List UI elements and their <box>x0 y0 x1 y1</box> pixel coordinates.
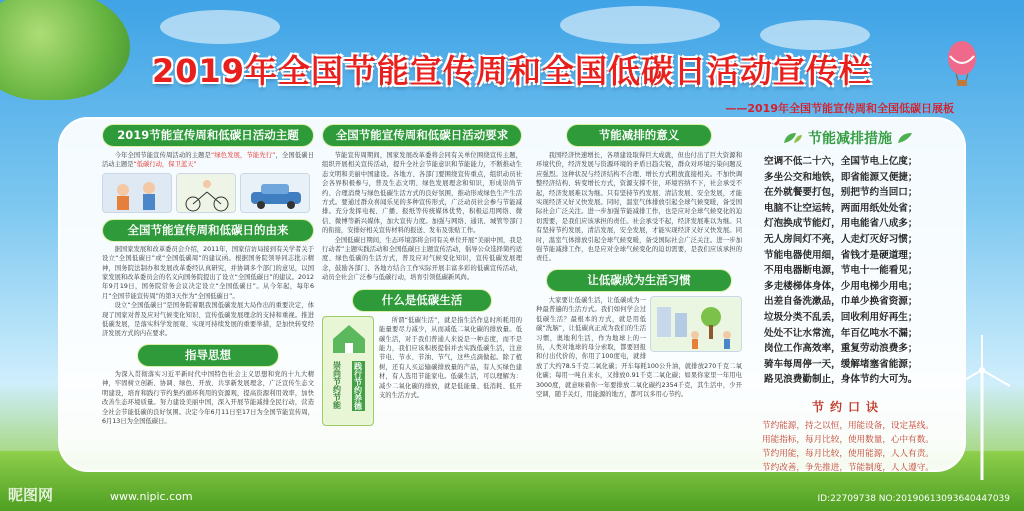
origin-text-1: 据国家发展和改革委员会介绍，2011年，国家信访局接到有关学者关于设立“全国低碳日”或“全国低碳周”的建议函。根据国务院领导同志批示精神，国务院法制办和发展改革委经认真研究，并协调多个部门的意见，以国家发展和改革委员会的名义向国务院提出了设立“全国低碳日”的建议。2012年9月19日，国务院常务会议决定设立“全国低碳日”。从今年起，每年6月“全国节能宣传周”的第3天作为“全国低碳日”。 <box>102 245 314 300</box>
measure-item: 灯泡换成节能灯，用电能省八成多； <box>764 218 918 230</box>
significance-text: 我国经济快速增长，各项建设取得巨大成就，但也付出了巨大资源和环境代价，经济发展与资源环境的矛盾日趋尖锐，群众对环境污染问题反应强烈。这种状况与经济结构不合理、增长方式粗放直接相关。不加快调整经济结构、转变增长方式，资源支撑不住，环境容纳不下，社会承受不起，经济发展难以为继。只有坚持节约发展、清洁发展、安全发展，才能实现经济又好又快发展。同时，温室气体排放引起全球气候变暖，备受国际社会广泛关注。进一步加强节能减排工作，也是应对全球气候变化的迫切需要，是我们应该承担的责任。社会承受不起，经济发展难以为继。只有坚持节约发展，清洁发展，安全发展，才能实现经济又好又快发展。同时，温室气体排放引起全球气候变暖，备受国际社会广泛关注。进一步加强节能减排工作，也是应对全球气候变化的迫切需要，是我们应该承担的责任。 <box>536 152 742 263</box>
theme-highlight-a: “绿色发展，节能先行” <box>210 152 276 159</box>
house-leaf-icon <box>323 317 375 357</box>
slogan-item: 用能指标，每月比较，使用数量，心中有数。 <box>762 434 934 445</box>
requirements-text-1: 节能宣传周期间，国家发展改革委将会同有关单位围绕宣传主题，组织开展相关宣传活动，提升全社会节能意识和节能能力，不断推动生态文明和美丽中国建设。各地方、各部门要围绕宣传重点，组织动员社会各界积极参与，普及生态文明、绿色发展理念和知识，形成崇尚节约、合理消费与绿色低碳生活方式的良好氛围，推动形成绿色生产生活方式。要通过群众喜闻乐见的多种宣传形式，广泛动员社会参与节能减排。充分发挥电视、广播、报纸等传统媒体优势，积极运用网络、微信、微博等新兴媒体，加大宣传力度。加强与网络、通讯、城管等部门的衔接，安排好相关宣传材料的报送、发布及张贴工作。 <box>322 152 522 235</box>
leaf-icon <box>782 131 804 145</box>
habit-section <box>536 296 742 399</box>
slogan-list <box>760 419 936 475</box>
page-title: 2019年全国节能宣传周和全国低碳日活动宣传栏 <box>151 52 873 90</box>
measure-item: 路见浪费勤制止，身体节约大可为。 <box>764 374 918 386</box>
theme-text-a: 今年全国节能宣传周活动的主题是 <box>114 152 211 159</box>
guide-text: 为深入贯彻落实习近平新时代中国特色社会主义思想和党的十九大精神，牢固树立创新、协调、绿色、开放、共享新发展理念，广泛宣传生态文明建设，培育和践行节约集约循环利用的资源观，提高资源利用效率，加快改善生态环境质量。努力建设美丽中国，深入开展节能减排全民行动，营造全社会节能低碳的良好氛围。决定今年6月11日至17日为全国节能宣传周，6月13日为全国低碳日。 <box>102 370 314 425</box>
habit-heading: 让低碳成为生活习惯 <box>546 269 732 292</box>
measure-item: 多走楼梯体身体，少用电梯少用电； <box>764 280 918 292</box>
measure-item: 在外就餐要打包，别把节约当回口； <box>764 187 918 199</box>
energy-saving-poster <box>322 316 374 426</box>
measure-item: 不用电器断电源，节电十一能看见； <box>764 265 918 277</box>
measure-item: 多坐公交和地铁，即省能源又便捷； <box>764 171 918 183</box>
watermark-id: ID:22709738 NO:20190613093640447039 <box>817 494 1010 504</box>
theme-heading: 2019节能宣传周和低碳日活动主题 <box>102 124 314 147</box>
illustration-car-image <box>240 173 310 213</box>
column-3 <box>536 124 742 399</box>
theme-text-b: ，全国低碳日活动主题是 <box>102 152 315 169</box>
theme-highlight-b: “低碳行动，保卫蓝天” <box>133 161 197 169</box>
requirements-heading: 全国节能宣传周和低碳日活动要求 <box>322 124 522 147</box>
measure-item: 电脑不让空运转，两面用纸处处省； <box>764 202 918 214</box>
measure-item: 垃圾分类不乱丢，回收利用好再生； <box>764 311 918 323</box>
habit-text: 大家要让低碳生活，让低碳成为一种最普遍的生活方式。我们如何学会过低碳生活？最根本的方式，就是用低碳“洗脑”，让低碳真正成为我们的生活习惯，奥地利生活，作为地球上的一员，人类对地球的母分索取，都要回报和付出代价的，你用了100度电，就排放了大约78.5千克二氧化碳；开车每耗100公升油，就排放270千克二氧化碳；每用一吨自来水，又排放0.91千克二氧化碳；如果你家里一年用电3000度，就意味着你一年要排放二氧化碳约2354千克，其生活中，少开空调，随手关灯，用能源的地方，都可以多用心节约。 <box>536 296 742 398</box>
column-1 <box>102 124 314 426</box>
page-subtitle: ——2019年全国节能宣传周和全国低碳日展板 <box>725 102 954 115</box>
origin-text-2: 设立“全国低碳日”是国务院着眼我国低碳发展大局作出的重要决定，体现了国家对普及应对气候变化知识、宣传低碳发展理念的支持和重视。推进低碳发展，是落实科学发展观、实现可持续发展的重要举措，是加快转变经济发展方式的内在要求。 <box>102 302 314 338</box>
low-carbon-life-heading: 什么是低碳生活 <box>352 289 492 312</box>
measures-title: 节能减排措施 <box>808 131 892 147</box>
illustration-park-image <box>650 296 742 352</box>
measures-list <box>760 154 936 388</box>
poster-text-1: 崇尚节约节能 <box>332 360 342 409</box>
requirements-text-2: 全国低碳日期间，生态环境部将会同有关单位开展“美丽中国，我是行动者”主题实践活动和全国低碳日主题宣传活动，倡导公众选择简约适度、绿色低碳的生活方式，普及应对气候变化知识，宣传低碳发展理念，鼓励各部门、各地方结合工作实际开展丰富多彩的低碳宣传活动，动员全社会广泛参与低碳行动，培育引领低碳新风尚。 <box>322 236 522 282</box>
watermark-logo: 昵图网 <box>8 486 54 504</box>
column-4 <box>760 128 936 475</box>
low-carbon-life-text: 所谓“低碳生活”，就是指生活作息时所耗用的能量要尽力减少，从而减低二氧化碳的排放量。低碳生活，对于我们普通人来说是一种态度，而不是能力，我们应该积极提倡并去实践低碳生活，注意节电、节水、节油、节气，这些点滴做起。除了植树，还有人买运输碳排放量的产品，有人买绿色建材，有人选用节能家电。低碳生活，可以理解为：减少二氧化碳的排放，就是低能量、低消耗、低开支的生活方式。 <box>379 316 522 399</box>
guide-heading: 指导思想 <box>137 344 279 367</box>
measure-item: 空调不低二十六，全国节电上亿度； <box>764 156 918 167</box>
poster-text-2: 践行节约养德 <box>353 361 363 410</box>
watermark-url: www.nipic.com <box>110 490 193 503</box>
slogan-title: 节约口诀 <box>811 399 884 414</box>
measure-item: 骑车每周停一天，缓解堵塞省能源； <box>764 358 918 370</box>
illustration-cycling-image <box>176 173 236 213</box>
slogan-item: 节约改善，争先推进，节能制度，人人遵守。 <box>762 462 934 473</box>
column-2 <box>322 124 522 426</box>
illustration-family-image <box>102 173 172 213</box>
theme-illustrations <box>102 173 314 213</box>
measure-item: 节能电器使用细，省钱才是硬道理； <box>764 249 918 261</box>
cloud-decoration <box>160 10 280 44</box>
slogan-item: 节约能源，持之以恒，用能设备，设定基线。 <box>762 420 934 431</box>
significance-heading: 节能减排的意义 <box>566 124 712 147</box>
theme-text <box>102 151 314 170</box>
slogan-item: 节约用能，每月比较，使用能源，人人有责。 <box>762 448 934 459</box>
measure-item: 无人房间灯不亮，人走灯灭好习惯； <box>764 233 918 245</box>
leaf-icon <box>896 131 914 145</box>
measure-item: 岗位工作高效率，重复劳动浪费多； <box>764 343 918 355</box>
measure-item: 处处不让水常流，年百亿吨水不漏； <box>764 327 918 339</box>
measure-item: 出差自备洗漱品，巾单少换省资源； <box>764 296 918 308</box>
origin-heading: 全国节能宣传周和低碳日的由来 <box>102 219 314 242</box>
cloud-decoration <box>560 6 720 44</box>
low-carbon-life-section <box>322 316 522 426</box>
measures-title-row <box>760 128 936 148</box>
